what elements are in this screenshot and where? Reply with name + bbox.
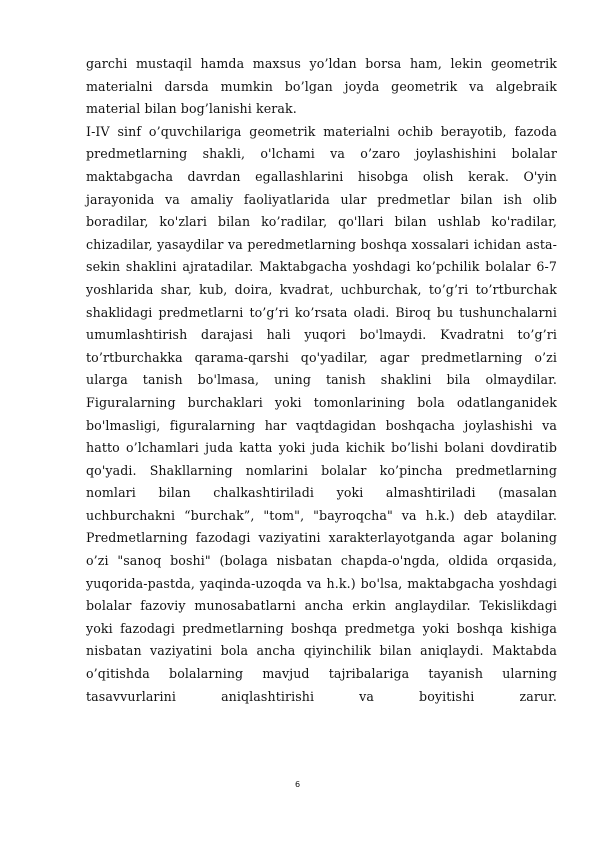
page-number: 6 bbox=[294, 780, 301, 789]
paragraph: I-IV sinf o’quvchilariga geometrik materialni ochib berayotib, fazoda predmetlarning shakli, o'lchami va o’zaro joylashishini bolalar maktabgacha davrdan egallashlarini hisobga olish kerak. O'yin jarayonida va amaliy faoliyatlarida ular predmetlar bilan ish olib boradilar, ko'zlari bilan ko’radilar, qo'llari bilan ushlab ko'radilar, chizadilar, yasaydilar va peredmetlarning boshqa xossalari ichidan asta-sekin shaklini ajratadilar. Maktabgacha yoshdagi ko’pchilik bolalar 6-7 yoshlarida shar, kub, doira, kvadrat, uchburchak, to’g’ri to’rtburchak shaklidagi predmetlarni to’g’ri ko’rsata oladi. Biroq bu tushunchalarni umumlashtirish darajasi hali yuqori bo'lmaydi. Kvadratni to’g’ri to’rtburchakka qarama-qarshi qo'yadilar, agar predmetlarning o’zi ularga tanish bo'lmasa, uning tanish shaklini bila olmaydilar. Figuralarning burchaklari yoki tomonlarining bola odatlanganidek bo'lmasligi, figuralarning har vaqtdagidan boshqacha joylashishi va hatto o’lchamlari juda katta yoki juda kichik bo’lishi bolani dovdiratib qo'yadi. Shakllarning nomlarini bolalar ko’pincha predmetlarning nomlari bilan chalkashtiriladi yoki almashtiriladi (masalan uchburchakni “burchak”, "tom", "bayroqcha" va h.k.) deb ataydilar. Predmetlarning fazodagi vaziyatini xarakterlayotganda agar bolaning o’zi "sanoq boshi" (bolaga nisbatan chapda-o'ngda, oldida orqasida, yuqorida-pastda, yaqinda-uzoqda va h.k.) bo'lsa, maktabgacha yoshdagi bolalar fazoviy munosabatlarni ancha erkin anglaydilar. Tekislikdagi yoki fazodagi predmetlarning boshqa predmetga yoki boshqa kishiga nisbatan vaziyatini bola ancha qiyinchilik bilan aniqlaydi. Maktabda o’qitishda bolalarning mavjud tajribalariga tayanish ularning tasavvurlarini aniqlashtirishi va boyitishi zarur. bbox=[86, 123, 557, 704]
paragraph: garchi mustaqil hamda maxsus yo’ldan borsa ham, lekin geometrik materialni darsda mumkin bo’lgan joyda geometrik va algebraik material bilan bog’lanishi kerak. bbox=[86, 56, 557, 117]
body-text bbox=[86, 53, 557, 708]
